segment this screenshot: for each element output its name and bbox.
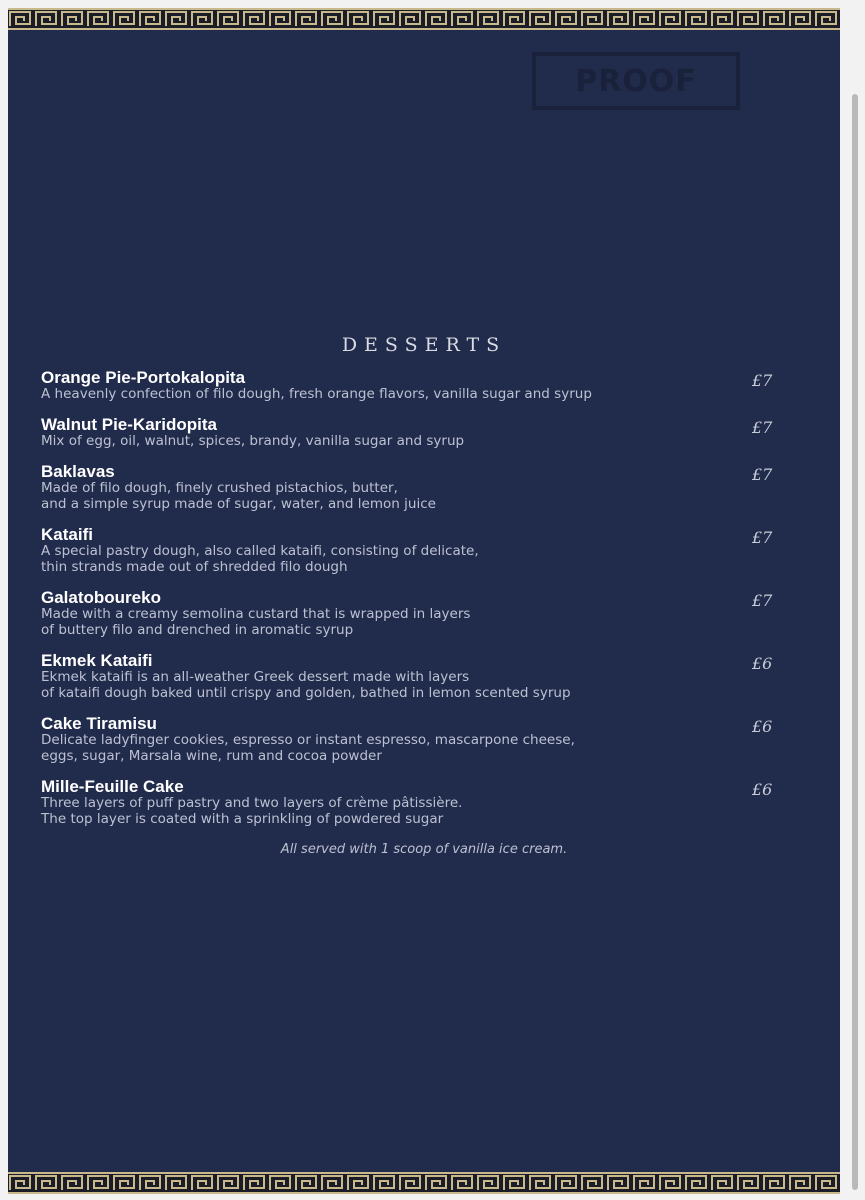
item-name: Walnut Pie-Karidopita [41,415,217,434]
menu-item [41,525,801,576]
menu-item [41,462,801,513]
item-name: Ekmek Kataifi [41,651,153,670]
item-description: A special pastry dough, also called kataifi, consisting of delicate, thin strands made out of shredded filo dough [41,544,479,575]
item-price: £6 [752,654,773,673]
item-name: Baklavas [41,462,115,481]
item-name: Galatoboureko [41,588,161,607]
item-description: Delicate ladyfinger cookies, espresso or instant espresso, mascarpone cheese, eggs, sugar, Marsala wine, rum and cocoa powder [41,733,575,764]
item-name: Kataifi [41,525,93,544]
item-price: £7 [752,465,773,484]
item-description: Ekmek kataifi is an all-weather Greek dessert made with layers of kataifi dough baked until crispy and golden, bathed in lemon scented syrup [41,670,571,701]
menu-item [41,588,801,639]
section-title: DESSERTS [341,334,507,356]
menu-item [41,651,801,702]
footer-note: All served with 1 scoop of vanilla ice cream. [280,842,568,857]
menu-item [41,368,801,403]
menu-item [41,415,801,450]
item-price: £7 [752,591,773,610]
proof-stamp: PROOF [532,52,740,110]
item-price: £6 [752,717,773,736]
item-description: Made of filo dough, finely crushed pistachios, butter, and a simple syrup made of sugar, water, and lemon juice [41,481,436,512]
scrollbar[interactable] [852,94,858,1190]
item-price: £6 [752,780,773,799]
item-price: £7 [752,418,773,437]
menu-item [41,777,801,828]
item-description: A heavenly confection of filo dough, fresh orange flavors, vanilla sugar and syrup [41,387,592,402]
menu-item [41,714,801,765]
item-description: Made with a creamy semolina custard that is wrapped in layers of buttery filo and drenched in aromatic syrup [41,607,471,638]
greek-key-border-top [8,8,840,30]
menu-page [8,8,840,1194]
item-name: Mille-Feuille Cake [41,777,184,796]
item-price: £7 [752,371,773,390]
item-name: Cake Tiramisu [41,714,157,733]
greek-key-border-bottom [8,1172,840,1194]
item-price: £7 [752,528,773,547]
item-description: Mix of egg, oil, walnut, spices, brandy, vanilla sugar and syrup [41,434,465,449]
item-name: Orange Pie-Portokalopita [41,368,246,387]
item-description: Three layers of puff pastry and two layers of crème pâtissière. The top layer is coated with a sprinkling of powdered sugar [41,796,463,827]
